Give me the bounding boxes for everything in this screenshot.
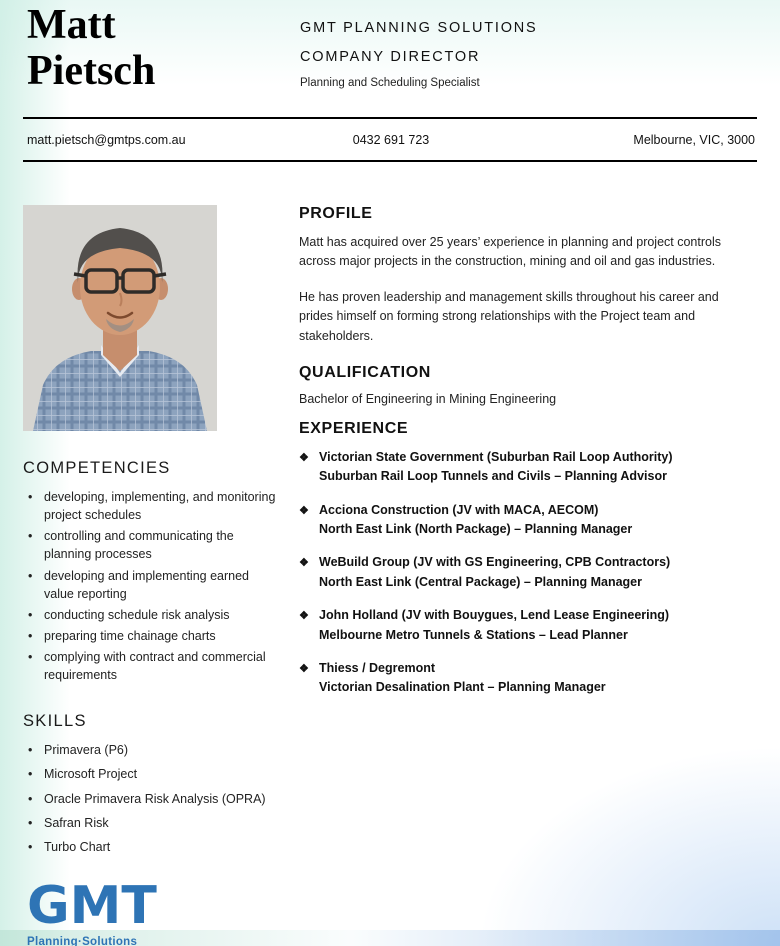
competency-text: complying with contract and commercial requirements [44,650,266,683]
experience-employer: Acciona Construction (JV with MACA, AECOM) [319,502,599,517]
list-item [23,814,279,832]
diamond-bullet-icon: ❖ [299,662,309,675]
left-column [23,205,279,946]
bullet-icon: • [28,568,33,583]
competency-text: developing, implementing, and monitoring project schedules [44,490,276,523]
bullet-icon: • [28,767,33,782]
gmt-logo-tagline: Planning·Solutions [27,936,137,946]
skill-text: Safran Risk [44,815,109,830]
experience-heading: EXPERIENCE [299,419,409,437]
person-last-name: Pietsch [27,48,156,95]
list-item [23,606,279,624]
experience-item [299,448,757,487]
person-name [27,2,155,94]
contact-phone: 0432 691 723 [352,132,430,147]
diamond-bullet-icon: ❖ [299,610,309,623]
profile-heading: PROFILE [299,205,373,222]
list-item [23,567,279,603]
company-tagline: Planning and Scheduling Specialist [300,77,480,89]
list-item [23,838,279,856]
experience-role: North East Link (North Package) – Planning Manager [319,522,633,536]
competencies-list [23,488,279,684]
list-item [23,790,279,808]
bullet-icon: • [28,815,33,830]
competency-text: conducting schedule risk analysis [44,607,230,622]
diamond-bullet-icon: ❖ [299,557,309,570]
bullet-icon: • [28,607,33,622]
list-item [23,488,279,524]
experience-role: Melbourne Metro Tunnels & Stations – Lead Planner [319,627,628,642]
experience-employer: WeBuild Group (JV with GS Engineering, CPB Contractors) [319,555,671,570]
header-company-block [300,20,538,89]
profile-paragraph-2: He has proven leadership and management skills throughout his career and prides himself on forming strong relationships with the Project team and stakeholders. [299,289,719,343]
company-role: COMPANY DIRECTOR [300,49,481,65]
bullet-icon: • [28,529,33,544]
list-item [23,765,279,783]
bullet-icon: • [28,628,33,643]
experience-employer: Victorian State Government (Suburban Rail Loop Authority) [319,449,673,464]
header [0,0,780,117]
person-first-name: Matt [27,2,116,48]
bullet-icon: • [28,743,33,758]
list-item [23,527,279,563]
contact-email: matt.pietsch@gmtps.com.au [27,132,186,147]
competencies-heading: COMPETENCIES [23,459,171,477]
skills-list [23,741,279,856]
main-content [0,162,780,946]
competency-text: controlling and communicating the planning processes [44,529,234,562]
company-name: GMT PLANNING SOLUTIONS [300,20,538,36]
competency-text: preparing time chainage charts [44,628,216,643]
bullet-icon: • [28,839,33,854]
qualification-heading: QUALIFICATION [299,363,431,381]
diamond-bullet-icon: ❖ [299,451,309,464]
bullet-icon: • [28,791,33,806]
experience-item [299,553,757,592]
experience-item [299,606,757,645]
diamond-bullet-icon: ❖ [299,504,309,517]
contact-location: Melbourne, VIC, 3000 [633,132,756,147]
experience-employer: Thiess / Degremont [319,660,435,675]
skill-text: Turbo Chart [44,839,111,854]
experience-role: North East Link (Central Package) – Planning Manager [319,574,642,589]
skill-text: Oracle Primavera Risk Analysis (OPRA) [44,791,266,806]
list-item [23,648,279,684]
gmt-logo-text: GMT [27,875,157,936]
profile-photo [23,205,217,431]
gmt-logo [23,875,279,946]
profile-paragraph-1: Matt has acquired over 25 years’ experience in planning and project controls across major projects in the construction, mining and oil and gas industries. [299,235,722,269]
skill-text: Microsoft Project [44,767,138,782]
competency-text: developing and implementing earned value reporting [44,568,250,601]
right-column [279,205,757,946]
experience-role: Victorian Desalination Plant – Planning Manager [319,680,606,695]
bullet-icon: • [28,650,33,664]
portrait-illustration [23,205,217,431]
list-item [23,627,279,645]
contact-bar [23,119,757,160]
experience-employer: John Holland (JV with Bouygues, Lend Lease Engineering) [319,608,670,623]
experience-role: Suburban Rail Loop Tunnels and Civils – Planning Advisor [319,469,667,484]
bullet-icon: • [28,490,33,504]
experience-item [299,659,757,698]
skills-heading: SKILLS [23,712,87,731]
skill-text: Primavera (P6) [44,743,129,758]
experience-item [299,501,757,540]
list-item [23,741,279,759]
qualification-text: Bachelor of Engineering in Mining Engineering [299,391,557,406]
